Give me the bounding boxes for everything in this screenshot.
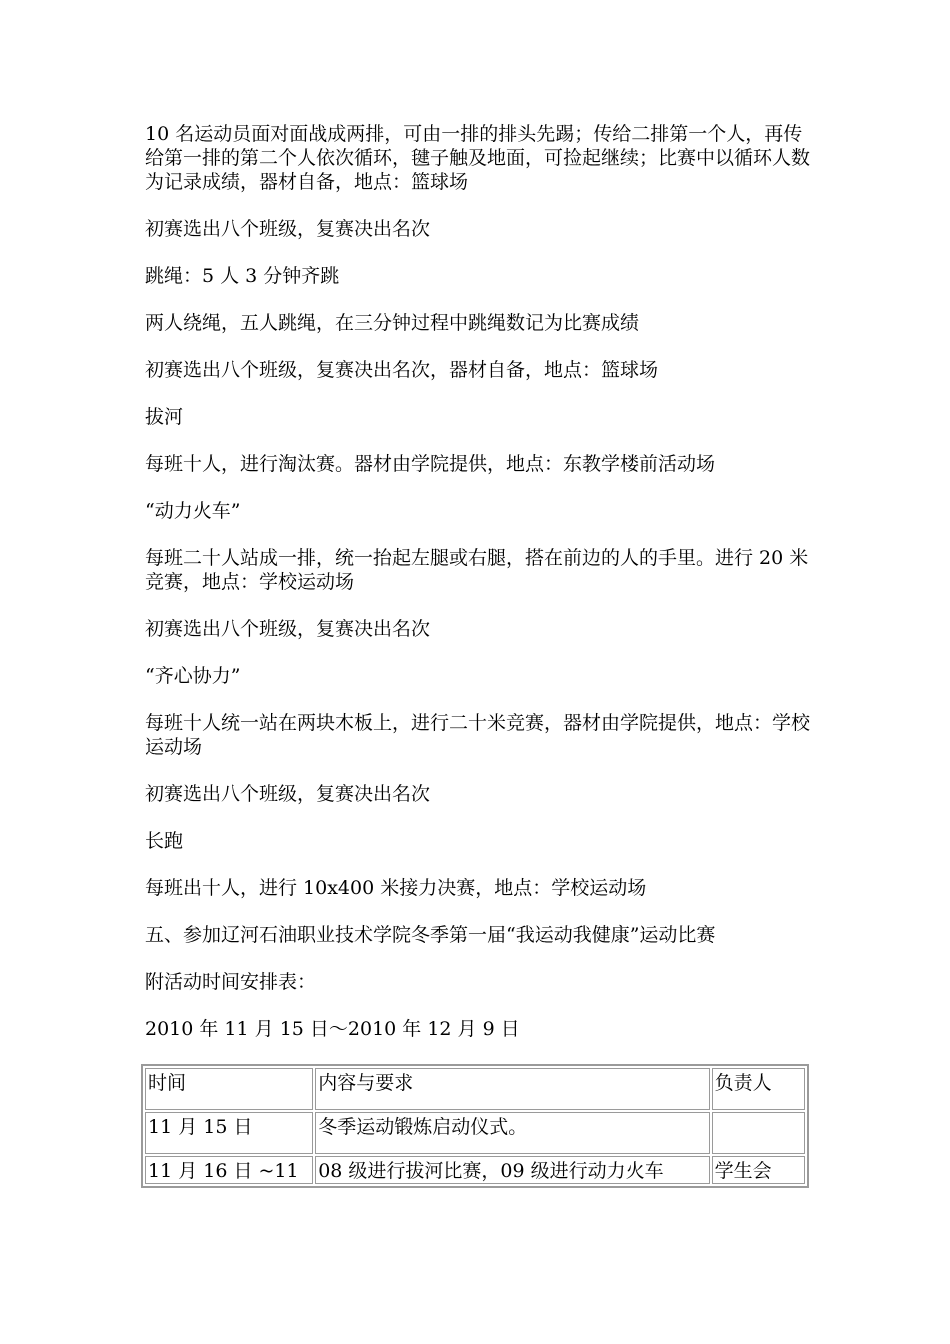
header-content: 内容与要求 bbox=[315, 1068, 709, 1110]
header-owner: 负责人 bbox=[712, 1068, 805, 1110]
paragraph-tug-of-war-rules: 每班十人，进行淘汰赛。器材由学院提供，地点：东教学楼前活动场 bbox=[145, 453, 716, 475]
schedule-table bbox=[141, 1064, 809, 1188]
table-row bbox=[145, 1156, 805, 1184]
paragraph-teamwork-rounds: 初赛选出八个班级，复赛决出名次 bbox=[145, 783, 431, 805]
cell-time: 11 月 15 日 bbox=[145, 1112, 313, 1154]
table-header-row bbox=[145, 1068, 805, 1110]
heading-jump-rope: 跳绳：5 人 3 分钟齐跳 bbox=[145, 265, 340, 287]
heading-long-run: 长跑 bbox=[145, 830, 184, 852]
cell-time: 11 月 16 日 ~11 bbox=[145, 1156, 313, 1184]
cell-owner bbox=[712, 1112, 805, 1154]
paragraph-teamwork-rules: 每班十人统一站在两块木板上，进行二十米竞赛，器材由学院提供，地点：学校运动场 bbox=[145, 712, 811, 758]
heading-power-train: “动力火车” bbox=[145, 500, 241, 522]
document-page bbox=[145, 122, 815, 1188]
heading-teamwork: “齐心协力” bbox=[145, 665, 241, 687]
paragraph-jianzi-rounds: 初赛选出八个班级，复赛决出名次 bbox=[145, 218, 431, 240]
schedule-date-range: 2010 年 11 月 15 日～2010 年 12 月 9 日 bbox=[145, 1018, 520, 1040]
cell-owner: 学生会 bbox=[712, 1156, 805, 1184]
paragraph-jump-rope-rounds: 初赛选出八个班级，复赛决出名次，器材自备，地点：篮球场 bbox=[145, 359, 659, 381]
paragraph-jump-rope-rules: 两人绕绳，五人跳绳，在三分钟过程中跳绳数记为比赛成绩 bbox=[145, 312, 640, 334]
table-row bbox=[145, 1112, 805, 1154]
paragraph-jianzi-rules: 10 名运动员面对面战成两排，可由一排的排头先踢；传给二排第一个人，再传给第一排的第二个人依次循环，毽子触及地面，可捡起继续；比赛中以循环人数为记录成绩，器材自备，地点：篮球场 bbox=[145, 123, 811, 193]
cell-content: 08 级进行拔河比赛，09 级进行动力火车 bbox=[315, 1156, 709, 1184]
heading-tug-of-war: 拔河 bbox=[145, 406, 184, 428]
paragraph-power-train-rounds: 初赛选出八个班级，复赛决出名次 bbox=[145, 618, 431, 640]
paragraph-power-train-rules: 每班二十人站成一排，统一抬起左腿或右腿，搭在前边的人的手里。进行 20 米竞赛，地点：学校运动场 bbox=[145, 547, 809, 593]
paragraph-long-run-rules: 每班出十人，进行 10x400 米接力决赛，地点：学校运动场 bbox=[145, 877, 647, 899]
section-five-heading: 五、参加辽河石油职业技术学院冬季第一届“我运动我健康”运动比赛 bbox=[145, 924, 716, 946]
schedule-intro: 附活动时间安排表： bbox=[145, 971, 317, 993]
cell-content: 冬季运动锻炼启动仪式。 bbox=[315, 1112, 709, 1154]
header-time: 时间 bbox=[145, 1068, 313, 1110]
